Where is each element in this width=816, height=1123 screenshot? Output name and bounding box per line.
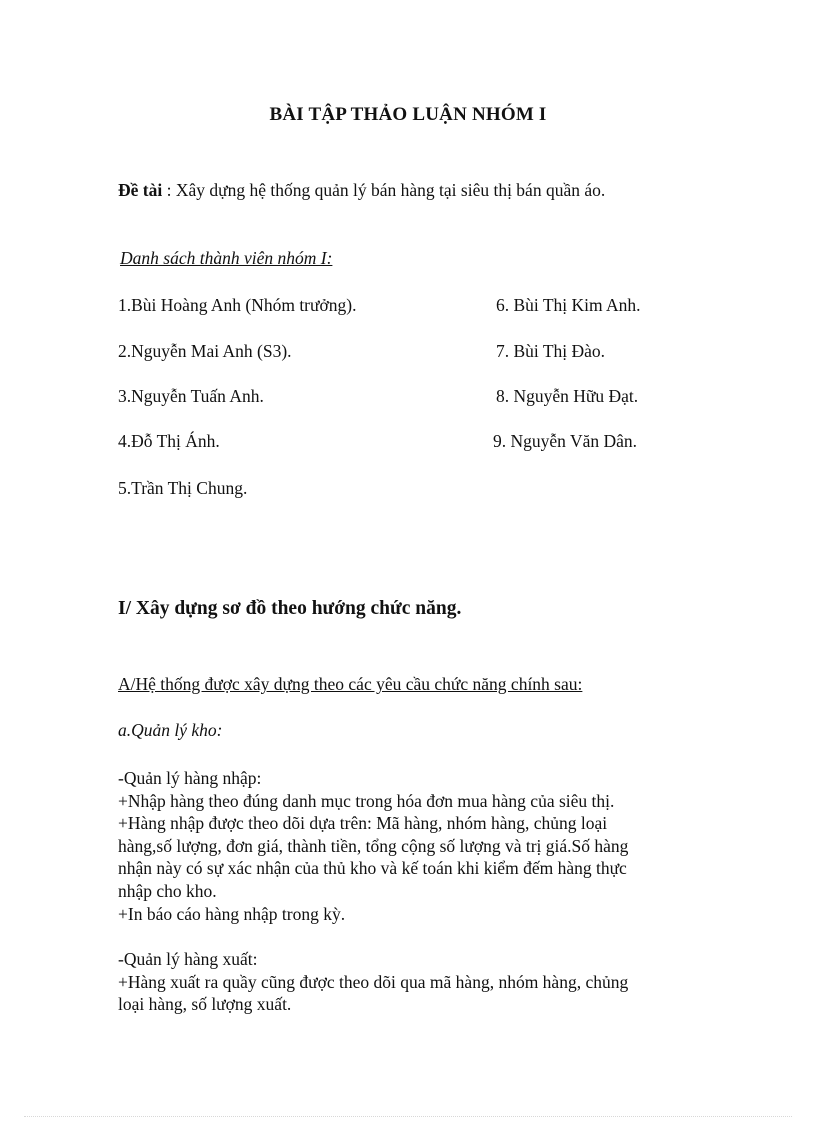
members-heading: Danh sách thành viên nhóm I: xyxy=(120,248,333,268)
text-line: -Quản lý hàng nhập: xyxy=(118,768,262,788)
member-item: 4.Đỗ Thị Ánh. xyxy=(118,431,220,451)
member-item: 9. Nguyễn Văn Dân. xyxy=(493,431,638,451)
text-line: loại hàng, số lượng xuất. xyxy=(118,994,292,1015)
text-line: +Hàng xuất ra quầy cũng được theo dõi qua mã hàng, nhóm hàng, chủng xyxy=(118,971,629,992)
page-bottom-divider xyxy=(24,1116,792,1117)
document-title: BÀI TẬP THẢO LUẬN NHÓM I xyxy=(269,104,547,125)
requirements-heading: A/Hệ thống được xây dựng theo các yêu cầu chức năng chính sau: xyxy=(118,674,583,694)
member-item: 8. Nguyễn Hữu Đạt. xyxy=(496,386,639,406)
member-item: 1.Bùi Hoàng Anh (Nhóm trưởng). xyxy=(118,295,357,315)
subject-label: Đề tài xyxy=(118,180,163,200)
text-line: +Nhập hàng theo đúng danh mục trong hóa đơn mua hàng của siêu thị. xyxy=(118,790,615,811)
import-management-block xyxy=(118,767,668,925)
warehouse-management-heading: a.Quản lý kho: xyxy=(118,720,223,740)
text-line: -Quản lý hàng xuất: xyxy=(118,949,258,969)
subject-text: : Xây dựng hệ thống quản lý bán hàng tại siêu thị bán quần áo. xyxy=(162,180,606,200)
member-item: 6. Bùi Thị Kim Anh. xyxy=(496,295,641,315)
text-line: nhận này có sự xác nhận của thủ kho và kế toán khi kiểm đếm hàng thực xyxy=(118,858,627,879)
section-heading: I/ Xây dựng sơ đồ theo hướng chức năng. xyxy=(118,598,462,619)
text-line: +In báo cáo hàng nhập trong kỳ. xyxy=(118,903,346,924)
subject-line xyxy=(118,180,605,201)
member-item: 3.Nguyễn Tuấn Anh. xyxy=(118,386,264,406)
member-item: 7. Bùi Thị Đào. xyxy=(496,341,606,361)
text-line: hàng,số lượng, đơn giá, thành tiền, tổng cộng số lượng và trị giá.Số hàng xyxy=(118,835,629,856)
member-item: 5.Trần Thị Chung. xyxy=(118,478,248,498)
text-line: +Hàng nhập được theo dõi dựa trên: Mã hàng, nhóm hàng, chủng loại xyxy=(118,813,608,834)
text-line: nhập cho kho. xyxy=(118,880,217,901)
member-item: 2.Nguyễn Mai Anh (S3). xyxy=(118,341,292,361)
export-management-block xyxy=(118,948,668,1016)
